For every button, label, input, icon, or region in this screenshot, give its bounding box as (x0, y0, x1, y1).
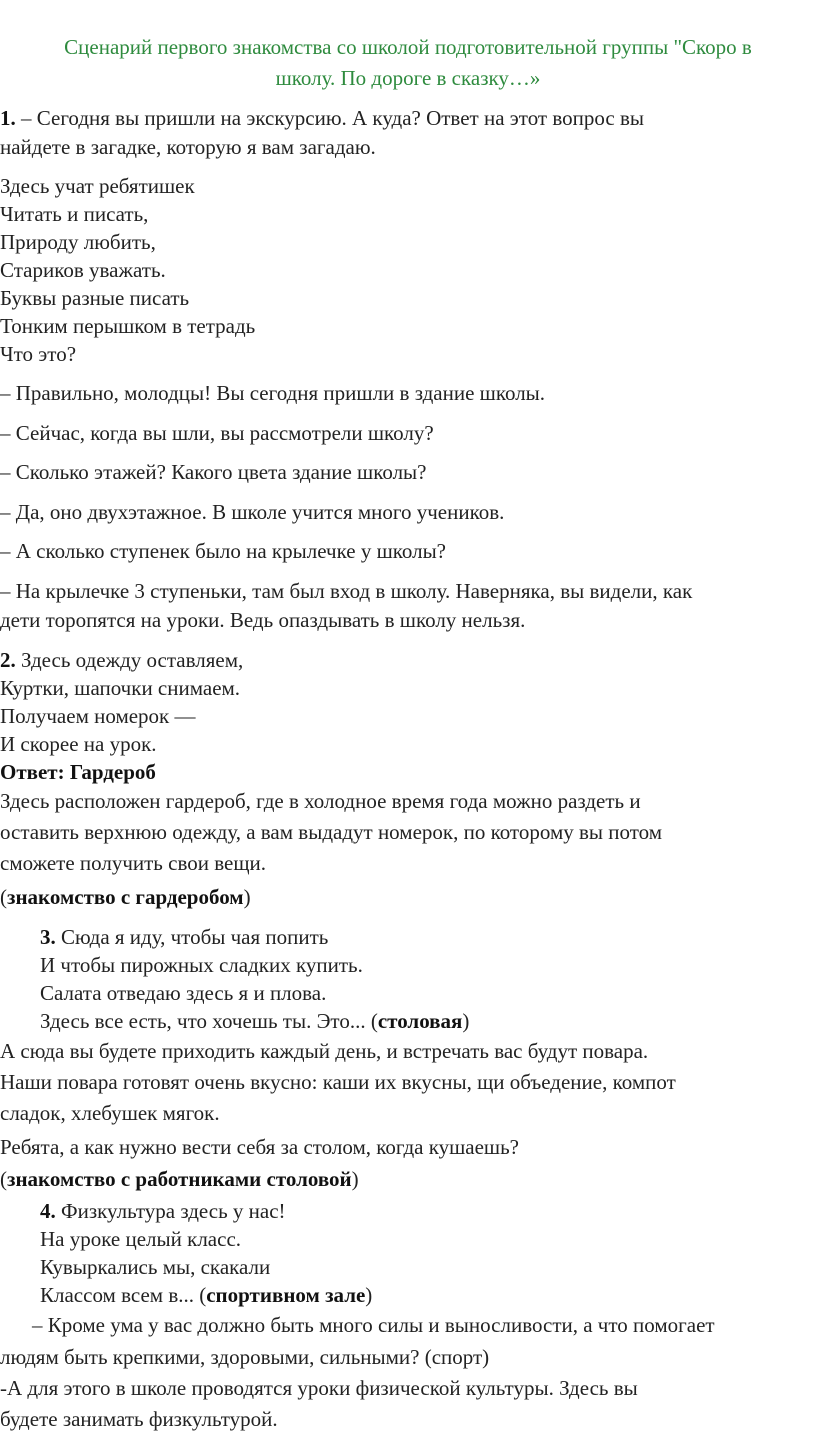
section-3-desc-line: сладок, хлебушек мягок. (0, 1101, 220, 1125)
dialog-line: – На крылечке 3 ступеньки, там был вход в школу. Наверняка, вы видели, как (0, 579, 693, 603)
section-3-poem-text: Сюда я иду, чтобы чая попить (55, 925, 329, 949)
section-4-poem-line (40, 1197, 286, 1225)
dialog-line: – Правильно, молодцы! Вы сегодня пришли в здание школы. (0, 381, 546, 405)
section-2-desc-line: оставить верхнюю одежду, а вам выдадут номерок, по которому вы потом (0, 820, 663, 844)
section-3-answer: столовая (377, 1009, 463, 1033)
section-3-number: 3. (40, 925, 56, 949)
riddle-line: Что это? (0, 342, 77, 366)
section-3-poem-line: Здесь все есть, что хочешь ты. Это... (столовая) (40, 1009, 470, 1033)
section-4-poem-line: На уроке целый класс. (40, 1227, 242, 1251)
section-3-desc-line: А сюда вы будете приходить каждый день, и встречать вас будут повара. (0, 1039, 649, 1063)
section-4-desc-line: будете занимать физкультурой. (0, 1407, 278, 1431)
dialog-line: – А сколько ступенек было на крылечке у школы? (0, 539, 447, 563)
section-3-desc-line: Наши повара готовят очень вкусно: каши их вкусны, щи объедение, компот (0, 1070, 676, 1094)
section-2-poem-line (0, 646, 243, 674)
section-2-poem-line: Куртки, шапочки снимаем. (0, 676, 241, 700)
section-4-desc-line: людям быть крепкими, здоровыми, сильными? (спорт) (0, 1345, 490, 1369)
section-4-desc-line: – Кроме ума у вас должно быть много силы и выносливости, а что помогает (32, 1313, 715, 1337)
dialog-line: – Да, оно двухэтажное. В школе учится много учеников. (0, 500, 505, 524)
section-2-note-text: знакомство с гардеробом (7, 885, 244, 909)
riddle-line: Тонким перышком в тетрадь (0, 314, 256, 338)
section-4-poem-text: Физкультура здесь у нас! (55, 1199, 286, 1223)
riddle-line: Читать и писать, (0, 202, 149, 226)
section-2-desc-line: Здесь расположен гардероб, где в холодное время года можно раздеть и (0, 789, 641, 813)
section-2-poem-text: Здесь одежду оставляем, (15, 648, 244, 672)
dialog-line: – Сколько этажей? Какого цвета здание школы? (0, 460, 427, 484)
section-3-desc-line: Ребята, а как нужно вести себя за столом, когда кушаешь? (0, 1135, 520, 1159)
dialog-line: – Сейчас, когда вы шли, вы рассмотрели школу? (0, 421, 434, 445)
section-2-poem-line: Получаем номерок — (0, 704, 196, 728)
section-4-number: 4. (40, 1199, 56, 1223)
title-line-2: школу. По дороге в сказку…» (275, 66, 541, 90)
section-3-poem-last-text: Здесь все есть, что хочешь ты. Это... ( (40, 1009, 378, 1033)
section-4-answer: спортивном зале (206, 1283, 366, 1307)
section-4-poem-last-text: Классом всем в... ( (40, 1283, 207, 1307)
title-line-1: Сценарий первого знакомства со школой подготовительной группы "Скоро в (64, 35, 752, 59)
section-3-note: (знакомство с работниками столовой) (0, 1167, 359, 1191)
section-1-number: 1. (0, 106, 16, 130)
section-2-desc-line: сможете получить свои вещи. (0, 851, 266, 875)
riddle-line: Природу любить, (0, 230, 156, 254)
section-4-poem-line: Кувыркались мы, скакали (40, 1255, 271, 1279)
section-3-note-text: знакомство с работниками столовой (7, 1167, 352, 1191)
section-4-desc-line: -А для этого в школе проводятся уроки физической культуры. Здесь вы (0, 1376, 638, 1400)
section-3-poem-line (40, 923, 328, 951)
section-2-answer-text: Ответ: Гардероб (0, 760, 156, 784)
riddle-line: Здесь учат ребятишек (0, 174, 195, 198)
section-2-answer (0, 758, 156, 786)
section-2-poem-line: И скорее на урок. (0, 732, 157, 756)
section-3-poem-line: И чтобы пирожных сладких купить. (40, 953, 363, 977)
section-1-intro-text: – Сегодня вы пришли на экскурсию. А куда? Ответ на этот вопрос вы (15, 106, 644, 130)
section-2-note: (знакомство с гардеробом) (0, 885, 251, 909)
riddle-line: Стариков уважать. (0, 258, 166, 282)
riddle-line: Буквы разные писать (0, 286, 190, 310)
section-1-intro (0, 104, 644, 132)
section-1-intro-cont: найдете в загадке, которую я вам загадаю. (0, 135, 376, 159)
section-3-poem-line: Салата отведаю здесь я и плова. (40, 981, 327, 1005)
dialog-line: дети торопятся на уроки. Ведь опаздывать в школу нельзя. (0, 608, 526, 632)
section-4-poem-line: Классом всем в... (спортивном зале) (40, 1283, 373, 1307)
section-2-number: 2. (0, 648, 16, 672)
